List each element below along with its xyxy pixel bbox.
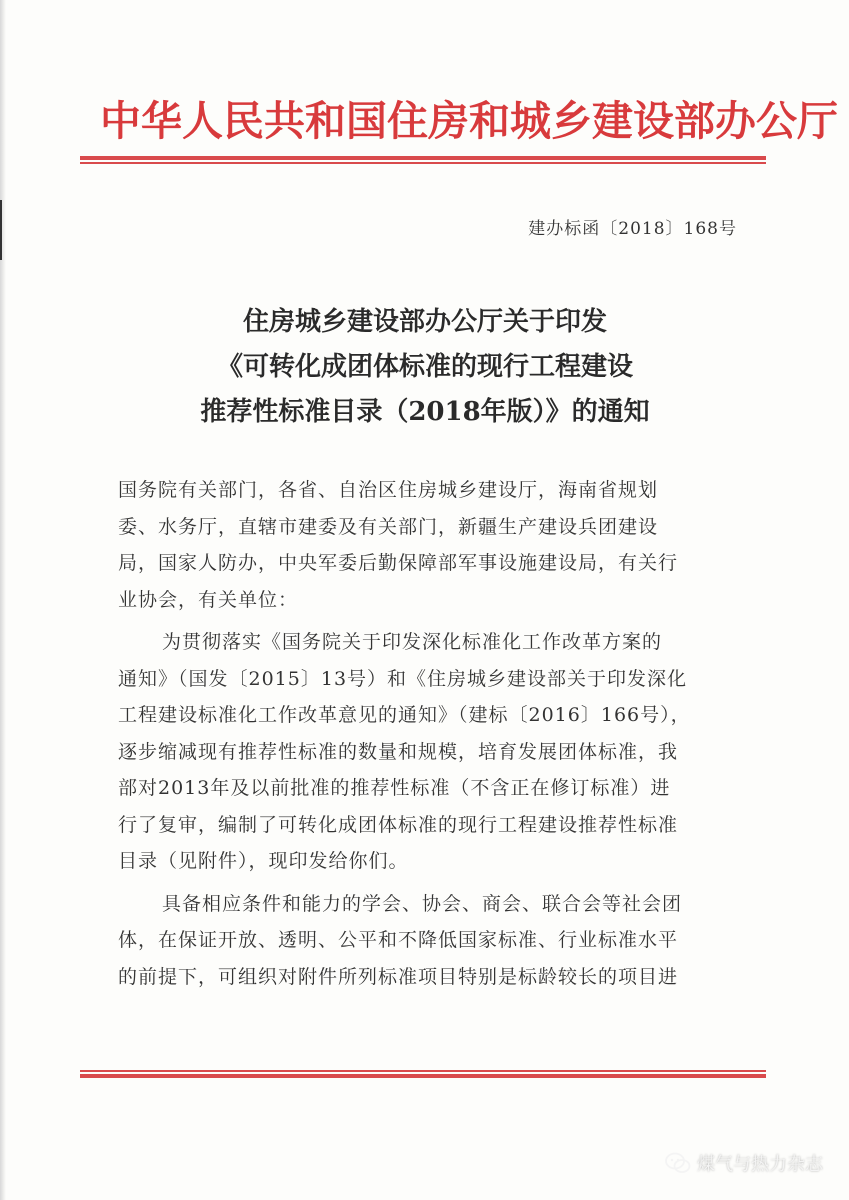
notice-title-line-2: 《可转化成团体标准的现行工程建设 xyxy=(216,352,633,382)
letterhead-rule-thin xyxy=(80,162,766,164)
addressee-line: 委、水务厅，直辖市建委及有关部门，新疆生产建设兵团建设 xyxy=(118,515,659,538)
paragraph-line: 的前提下，可组织对附件所列标准项目特别是标龄较长的项目进 xyxy=(118,965,679,988)
paragraph-line: 部对2013年及以前批准的推荐性标准（不含正在修订标准）进 xyxy=(118,777,671,799)
notice-title-line-3: 推荐性标准目录（2018年版）》的通知 xyxy=(200,397,650,427)
paragraph-line: 目录（见附件），现印发给你们。 xyxy=(118,850,409,872)
paragraph-line: 为贯彻落实《国务院关于印发深化标准化工作改革方案的 xyxy=(162,631,663,653)
paragraph-line: 通知》（国发〔2015〕13号）和《住房城乡建设部关于印发深化 xyxy=(118,667,688,690)
notice-title xyxy=(90,300,760,435)
wechat-icon xyxy=(665,1152,691,1174)
watermark-text: 煤气与热力杂志 xyxy=(697,1154,823,1175)
notice-title-line-1: 住房城乡建设部办公厅关于印发 xyxy=(242,307,607,337)
agency-letterhead: 中华人民共和国住房和城乡建设部办公厅 xyxy=(100,97,838,145)
letterhead-rule-thick xyxy=(80,156,766,160)
addressee-line: 业协会，有关单位： xyxy=(118,588,299,611)
paragraph-line: 工程建设标准化工作改革意见的通知》（建标〔2016〕166号）， xyxy=(118,704,691,726)
document-number: 建办标函〔2018〕168号 xyxy=(528,219,737,239)
paragraph-line: 行了复审，编制了可转化成团体标准的现行工程建设推荐性标准 xyxy=(118,813,679,836)
addressee-line: 国务院有关部门，各省、自治区住房城乡建设厅，海南省规划 xyxy=(118,479,659,501)
page-edge xyxy=(0,0,6,1200)
paragraph-line: 体，在保证开放、透明、公平和不降低国家标准、行业标准水平 xyxy=(118,929,679,951)
addressee-line: 局，国家人防办，中央军委后勤保障部军事设施建设局，有关行 xyxy=(118,552,679,574)
footer-rule-thin xyxy=(80,1070,766,1072)
notice-body xyxy=(118,472,754,995)
paragraph-line: 逐步缩减现有推荐性标准的数量和规模，培育发展团体标准，我 xyxy=(118,740,679,763)
footer-rule-thick xyxy=(80,1074,766,1078)
wechat-watermark xyxy=(665,1150,823,1176)
page-edge-shadow xyxy=(0,200,2,260)
paragraph-line: 具备相应条件和能力的学会、协会、商会、联合会等社会团 xyxy=(162,892,683,915)
